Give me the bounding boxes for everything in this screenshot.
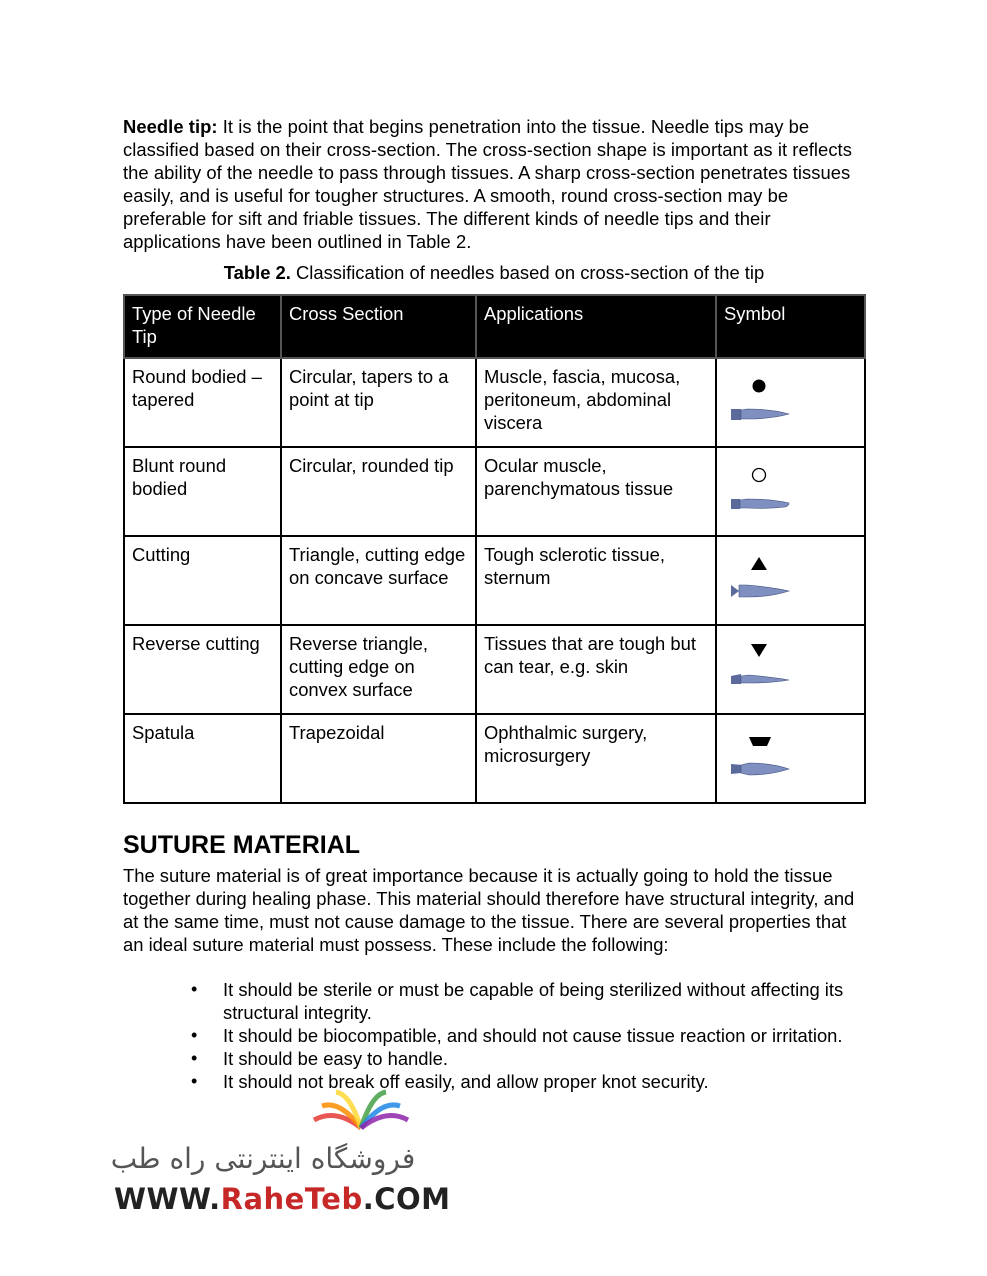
intro-text: It is the point that begins penetration into the tissue. Needle tips may be classified based on their cross-section. The cross-section shape is important as it reflects the ability of the needle to pass through tissues. A sharp cross-section penetrates tissues easily, and is useful for tougher structures. A smooth, round cross-section may be preferable for sift and friable tissues. The different kinds of needle tips and their applications have been outlined in Table 2. bbox=[123, 116, 852, 252]
bullet-icon: • bbox=[191, 1071, 198, 1091]
watermark-url-suffix: .COM bbox=[362, 1182, 451, 1216]
book-logo-icon bbox=[306, 1088, 416, 1136]
intro-paragraph bbox=[123, 115, 865, 253]
list-item-text: It should not break off easily, and allow proper knot security. bbox=[223, 1071, 709, 1092]
triangle-up-icon bbox=[727, 547, 797, 603]
open-circle-icon bbox=[727, 458, 797, 514]
watermark-url bbox=[114, 1182, 451, 1216]
table-row bbox=[124, 358, 865, 447]
triangle-down-icon bbox=[727, 636, 797, 692]
header-cross-section: Cross Section bbox=[281, 295, 476, 358]
page-content bbox=[123, 115, 865, 1093]
cell-symbol bbox=[716, 447, 865, 536]
bullet-icon: • bbox=[191, 1048, 198, 1068]
table-row bbox=[124, 536, 865, 625]
cell-cross-section: Circular, rounded tip bbox=[281, 447, 476, 536]
needle-tip-table bbox=[123, 294, 866, 804]
list-item bbox=[191, 1024, 865, 1047]
bullet-icon: • bbox=[191, 979, 198, 999]
cell-type: Blunt round bodied bbox=[124, 447, 281, 536]
section-heading: SUTURE MATERIAL bbox=[123, 831, 361, 859]
cell-cross-section: Trapezoidal bbox=[281, 714, 476, 803]
cell-applications: Ophthalmic surgery, microsurgery bbox=[476, 714, 716, 803]
list-item-text: It should be biocompatible, and should not cause tissue reaction or irritation. bbox=[223, 1025, 843, 1046]
cell-symbol bbox=[716, 358, 865, 447]
cell-symbol bbox=[716, 625, 865, 714]
list-item bbox=[191, 1047, 865, 1070]
properties-list bbox=[123, 978, 865, 1093]
cell-applications: Muscle, fascia, mucosa, peritoneum, abdominal viscera bbox=[476, 358, 716, 447]
cell-cross-section: Circular, tapers to a point at tip bbox=[281, 358, 476, 447]
table-row bbox=[124, 714, 865, 803]
header-symbol: Symbol bbox=[716, 295, 865, 358]
bullet-icon: • bbox=[191, 1025, 198, 1045]
cell-applications: Tissues that are tough but can tear, e.g. skin bbox=[476, 625, 716, 714]
cell-type: Round bodied – tapered bbox=[124, 358, 281, 447]
list-item-text: It should be easy to handle. bbox=[223, 1048, 448, 1069]
watermark-persian-text: فروشگاه اینترنتی راه طب bbox=[110, 1142, 416, 1175]
cell-symbol bbox=[716, 714, 865, 803]
watermark-url-prefix: WWW. bbox=[114, 1182, 221, 1216]
cell-type: Reverse cutting bbox=[124, 625, 281, 714]
cell-applications: Ocular muscle, parenchymatous tissue bbox=[476, 447, 716, 536]
list-item bbox=[191, 978, 865, 1024]
header-type: Type of Needle Tip bbox=[124, 295, 281, 358]
watermark bbox=[108, 1088, 451, 1218]
header-applications: Applications bbox=[476, 295, 716, 358]
table-row bbox=[124, 625, 865, 714]
cell-cross-section: Reverse triangle, cutting edge on convex surface bbox=[281, 625, 476, 714]
cell-symbol bbox=[716, 536, 865, 625]
section-paragraph: The suture material is of great importance because it is actually going to hold the tissue together during healing phase. This material should therefore have structural integrity, and at the same time, must not cause damage to the tissue. There are several properties that an ideal suture material must possess. These include the following: bbox=[123, 865, 855, 955]
cell-cross-section: Triangle, cutting edge on concave surface bbox=[281, 536, 476, 625]
table-row bbox=[124, 447, 865, 536]
list-item-text: It should be sterile or must be capable of being sterilized without affecting its structural integrity. bbox=[223, 979, 844, 1023]
table-header-row bbox=[124, 295, 865, 358]
filled-circle-icon bbox=[727, 369, 797, 425]
cell-applications: Tough sclerotic tissue, sternum bbox=[476, 536, 716, 625]
table-caption bbox=[123, 261, 865, 284]
cell-type: Cutting bbox=[124, 536, 281, 625]
watermark-url-brand: RaheTeb bbox=[220, 1182, 363, 1216]
trapezoid-icon bbox=[727, 725, 797, 781]
cell-type: Spatula bbox=[124, 714, 281, 803]
table-caption-text: Classification of needles based on cross-section of the tip bbox=[290, 262, 765, 283]
table-caption-label: Table 2. bbox=[223, 262, 291, 283]
intro-term: Needle tip: bbox=[123, 116, 218, 137]
